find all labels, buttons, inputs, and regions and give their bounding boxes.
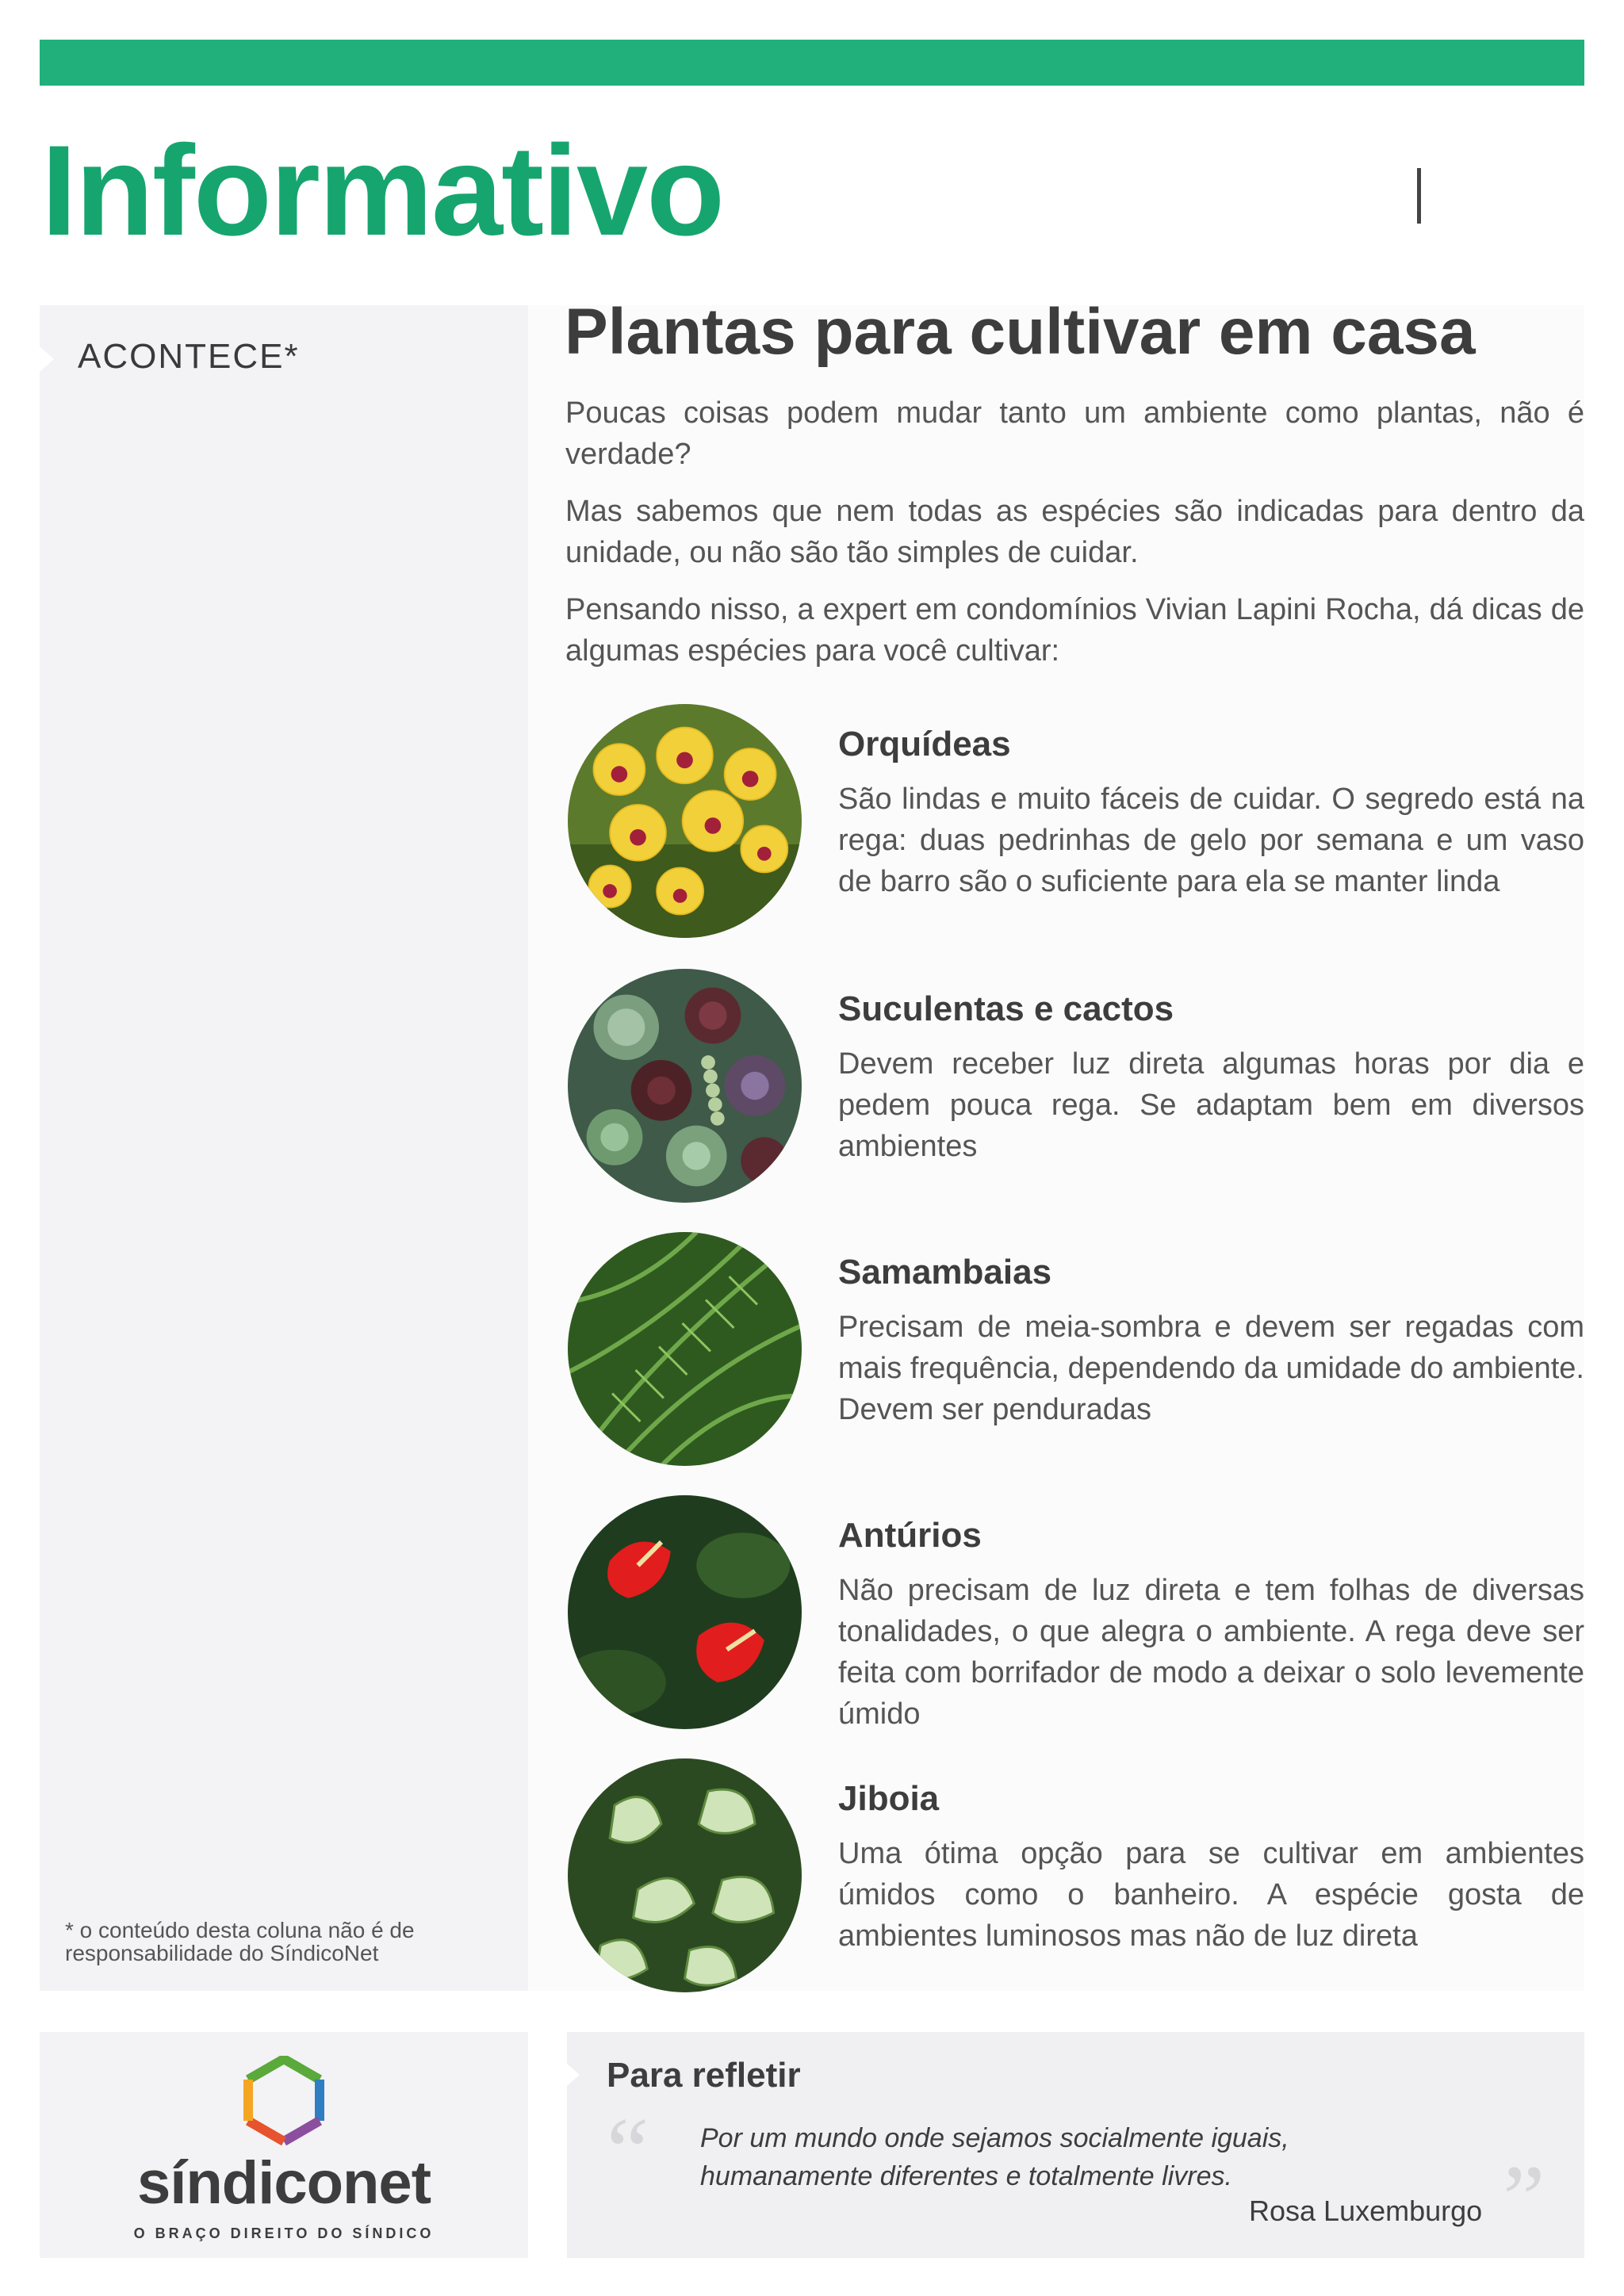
plant-item-samambaias xyxy=(568,1232,1584,1470)
intro-paragraph: Mas sabemos que nem todas as espécies são indicadas para dentro da unidade, ou não são tão simples de cuidar. xyxy=(565,495,1584,569)
plant-name: Samambaias xyxy=(838,1253,1052,1292)
pothos-photo xyxy=(568,1758,802,1992)
reflection-tab-arrow xyxy=(567,2064,580,2086)
plant-description: Precisam de meia-sombra e devem ser regadas com mais frequência, dependendo da umidade do ambiente. Devem ser penduradas xyxy=(838,1311,1584,1426)
plant-item-suculentas xyxy=(568,969,1584,1207)
fern-photo xyxy=(568,1232,802,1466)
plant-name: Orquídeas xyxy=(838,725,1011,763)
plant-item-orquideas xyxy=(568,704,1584,942)
sidebar-title: ACONTECE* xyxy=(78,337,300,376)
logo-tagline: O BRAÇO DIREITO DO SÍNDICO xyxy=(133,2225,435,2241)
intro-paragraph: Poucas coisas podem mudar tanto um ambiente como plantas, não é verdade? xyxy=(565,396,1584,471)
plant-name: Suculentas e cactos xyxy=(838,989,1174,1028)
sidebar-disclaimer: * o conteúdo desta coluna não é de responsabilidade do SíndicoNet xyxy=(65,1918,415,1966)
plant-name: Antúrios xyxy=(838,1516,982,1555)
close-quote-icon: ” xyxy=(1503,2145,1545,2251)
intro-paragraph: Pensando nisso, a expert em condomínios Vivian Lapini Rocha, dá dicas de algumas espécies para você cultivar: xyxy=(565,593,1584,668)
top-accent-bar xyxy=(40,40,1584,86)
sidebar-tab-arrow xyxy=(40,346,54,372)
sindiconet-logo-icon xyxy=(240,2056,327,2149)
sidebar xyxy=(40,305,528,1991)
page-title: Informativo xyxy=(41,119,724,262)
reflection-quote: Por um mundo onde sejamos socialmente iguais, humanamente diferentes e totalmente livres. xyxy=(700,2123,1289,2191)
reflection-box xyxy=(567,2032,1584,2258)
reflection-author: Rosa Luxemburgo xyxy=(1249,2195,1483,2227)
header-divider xyxy=(1417,168,1421,224)
reflection-title: Para refletir xyxy=(607,2056,801,2095)
plant-description: Não precisam de luz direta e tem folhas de diversas tonalidades, o que alegra o ambiente. A rega deve ser feita com borrifador de modo a deixar o solo levemente úmido xyxy=(838,1574,1584,1731)
logo-box xyxy=(40,2032,528,2258)
plant-item-anturios xyxy=(568,1495,1584,1733)
open-quote-icon: “ xyxy=(607,2098,649,2203)
plant-description: Devem receber luz direta algumas horas por dia e pedem pouca rega. Se adaptam bem em diversos ambientes xyxy=(838,1047,1584,1163)
article-title: Plantas para cultivar em casa xyxy=(565,296,1476,368)
article-intro xyxy=(565,392,1584,687)
plant-description: Uma ótima opção para se cultivar em ambientes úmidos como o banheiro. A espécie gosta de ambientes luminosos mas não de luz direta xyxy=(838,1837,1584,1953)
plant-item-jiboia xyxy=(568,1758,1584,1996)
plant-name: Jiboia xyxy=(838,1779,940,1818)
plant-description: São lindas e muito fáceis de cuidar. O segredo está na rega: duas pedrinhas de gelo por semana e um vaso de barro são o suficiente para ela se manter linda xyxy=(838,783,1584,898)
anthurium-photo xyxy=(568,1495,802,1729)
logo-wordmark: síndiconet xyxy=(136,2149,431,2217)
succulents-photo xyxy=(568,969,802,1203)
orchid-photo xyxy=(568,704,802,938)
